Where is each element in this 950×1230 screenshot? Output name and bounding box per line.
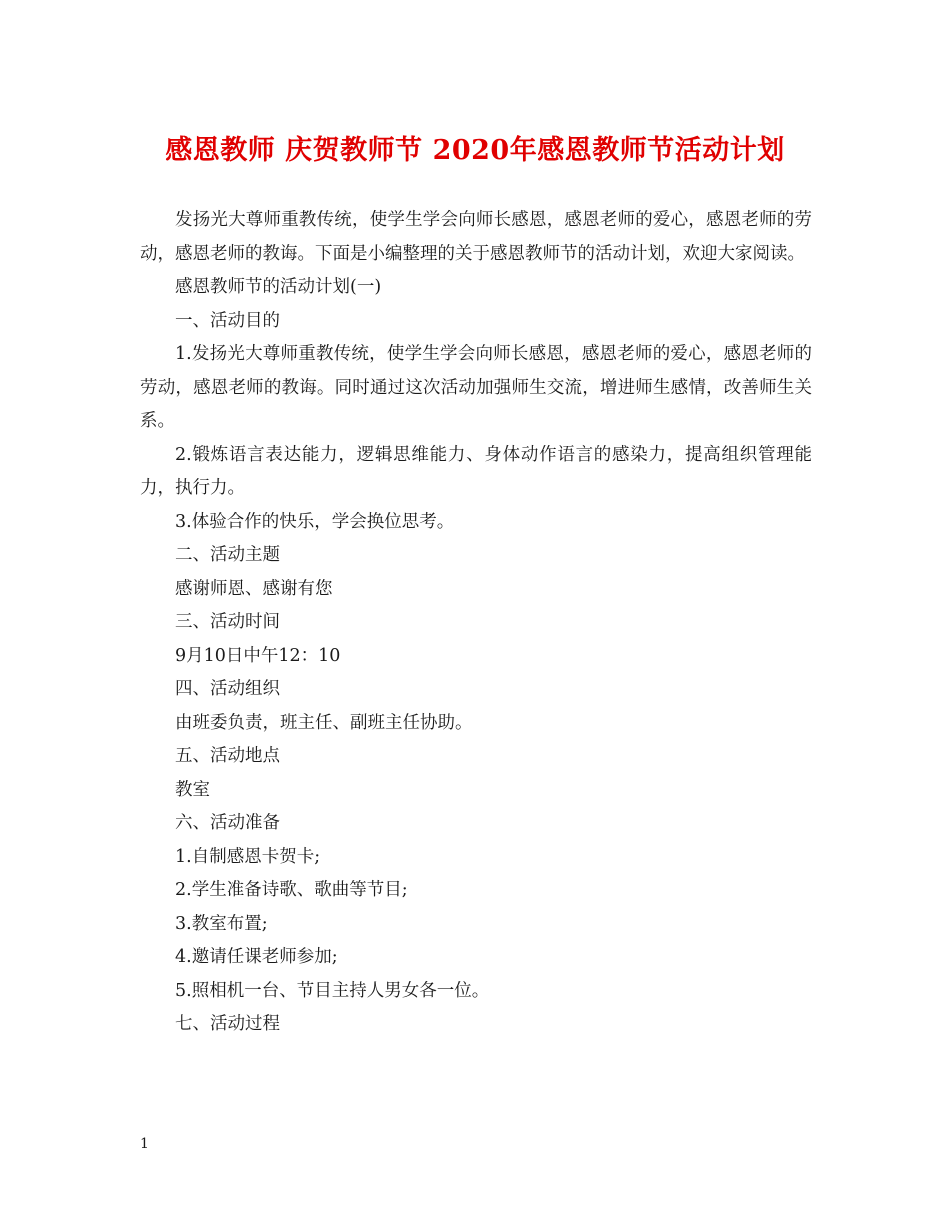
- location-text: 教室: [175, 779, 210, 800]
- page-number: 1: [140, 1136, 149, 1152]
- prep-item-1: 1.自制感恩卡贺卡;: [175, 846, 321, 867]
- plan-heading: 感恩教师节的活动计划(一): [175, 277, 382, 297]
- document-title: 感恩教师 庆贺教师节 2020年感恩教师节活动计划: [165, 135, 785, 166]
- section-heading-location: 五、活动地点: [175, 746, 280, 766]
- section-heading-purpose: 一、活动目的: [175, 310, 280, 331]
- prep-item-3: 3.教室布置;: [175, 913, 268, 934]
- section-heading-time: 三、活动时间: [175, 612, 280, 632]
- section-heading-theme: 二、活动主题: [175, 545, 280, 565]
- goal-item-2: 2.锻炼语言表达能力，逻辑思维能力、身体动作语言的感染力，提高组织管理能力，执行力。: [140, 444, 812, 498]
- organization-text: 由班委负责，班主任、副班主任协助。: [175, 712, 473, 733]
- time-text: 9月10日中午12：10: [175, 645, 341, 666]
- prep-item-4: 4.邀请任课老师参加;: [175, 947, 338, 967]
- section-heading-preparation: 六、活动准备: [175, 813, 280, 833]
- prep-item-5: 5.照相机一台、节目主持人男女各一位。: [175, 980, 490, 1001]
- prep-item-2: 2.学生准备诗歌、歌曲等节目;: [175, 880, 408, 900]
- goal-item-3: 3.体验合作的快乐，学会换位思考。: [175, 511, 455, 532]
- section-heading-organization: 四、活动组织: [175, 679, 280, 699]
- section-heading-process: 七、活动过程: [175, 1014, 280, 1034]
- theme-text: 感谢师恩、感谢有您: [175, 578, 333, 599]
- intro-paragraph: 发扬光大尊师重教传统，使学生学会向师长感恩，感恩老师的爱心，感恩老师的劳动，感恩老师的教诲。下面是小编整理的关于感恩教师节的活动计划，欢迎大家阅读。: [140, 210, 812, 264]
- document-body: [140, 204, 812, 1042]
- goal-item-1: 1.发扬光大尊师重教传统，使学生学会向师长感恩，感恩老师的爱心，感恩老师的劳动，感恩老师的教诲。同时通过这次活动加强师生交流，增进师生感情，改善师生关系。: [140, 344, 812, 431]
